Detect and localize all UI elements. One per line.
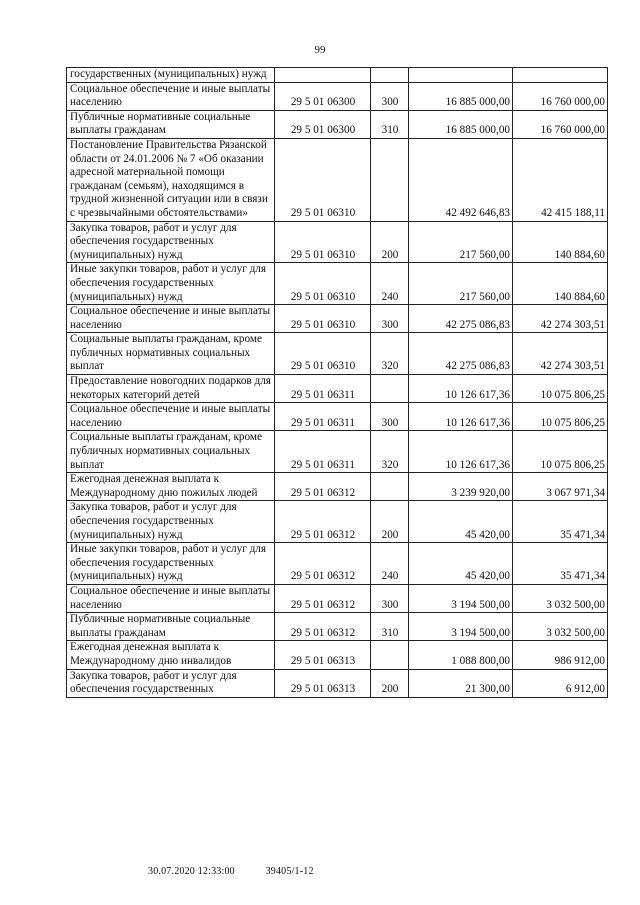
row-name: Публичные нормативные социальные выплаты гражданам — [67, 110, 275, 138]
row-type: 200 — [371, 221, 409, 263]
row-code: 29 5 01 06310 — [275, 221, 371, 263]
row-code: 29 5 01 06312 — [275, 501, 371, 543]
table-row — [67, 403, 608, 431]
row-type — [371, 375, 409, 403]
row-value-2: 3 032 500,00 — [513, 584, 608, 612]
row-name: Ежегодная денежная выплата к Международному дню инвалидов — [67, 641, 275, 669]
row-value-1: 42 275 086,83 — [409, 305, 513, 333]
row-value-1: 217 560,00 — [409, 263, 513, 305]
budget-table — [66, 67, 608, 698]
row-value-1: 16 885 000,00 — [409, 82, 513, 110]
row-name: государственных (муниципальных) нужд — [67, 68, 275, 83]
row-code: 29 5 01 06310 — [275, 305, 371, 333]
footer-timestamp: 30.07.2020 12:33:00 — [148, 866, 235, 877]
row-type — [371, 68, 409, 83]
row-name: Постановление Правительства Рязанской области от 24.01.2006 № 7 «Об оказании адресной материальной помощи гражданам (семьям), находящимся в трудной жизненной ситуации или в связи с чрезвычайными обстоятельствами» — [67, 138, 275, 221]
row-type: 300 — [371, 403, 409, 431]
row-name: Закупка товаров, работ и услуг для обеспечения государственных — [67, 669, 275, 697]
row-value-1: 45 420,00 — [409, 501, 513, 543]
row-value-2: 986 912,00 — [513, 641, 608, 669]
table-row — [67, 501, 608, 543]
row-value-1: 45 420,00 — [409, 543, 513, 585]
row-type: 320 — [371, 333, 409, 375]
row-code: 29 5 01 06311 — [275, 403, 371, 431]
table-row — [67, 431, 608, 473]
row-name: Публичные нормативные социальные выплаты гражданам — [67, 613, 275, 641]
row-code: 29 5 01 06310 — [275, 333, 371, 375]
row-value-1: 10 126 617,36 — [409, 403, 513, 431]
row-value-1: 3 239 920,00 — [409, 473, 513, 501]
table-row — [67, 333, 608, 375]
row-code: 29 5 01 06300 — [275, 82, 371, 110]
row-name: Социальное обеспечение и иные выплаты населению — [67, 82, 275, 110]
table-row — [67, 641, 608, 669]
table-row — [67, 613, 608, 641]
table-row — [67, 110, 608, 138]
row-value-2: 35 471,34 — [513, 501, 608, 543]
row-name: Социальные выплаты гражданам, кроме публичных нормативных социальных выплат — [67, 333, 275, 375]
row-type: 200 — [371, 501, 409, 543]
table-row — [67, 263, 608, 305]
row-code: 29 5 01 06310 — [275, 138, 371, 221]
row-code: 29 5 01 06312 — [275, 613, 371, 641]
row-code: 29 5 01 06313 — [275, 669, 371, 697]
row-name: Иные закупки товаров, работ и услуг для обеспечения государственных (муниципальных) нужд — [67, 543, 275, 585]
table-row — [67, 68, 608, 83]
row-value-1: 10 126 617,36 — [409, 431, 513, 473]
row-value-2: 42 274 303,51 — [513, 333, 608, 375]
row-type — [371, 641, 409, 669]
row-type — [371, 473, 409, 501]
row-value-2: 16 760 000,00 — [513, 82, 608, 110]
row-type: 300 — [371, 305, 409, 333]
row-code: 29 5 01 06310 — [275, 263, 371, 305]
row-value-2: 3 032 500,00 — [513, 613, 608, 641]
row-name: Социальные выплаты гражданам, кроме публичных нормативных социальных выплат — [67, 431, 275, 473]
row-value-2: 140 884,60 — [513, 221, 608, 263]
table-row — [67, 543, 608, 585]
table-row — [67, 473, 608, 501]
row-code: 29 5 01 06312 — [275, 543, 371, 585]
row-code: 29 5 01 06300 — [275, 110, 371, 138]
row-type: 310 — [371, 613, 409, 641]
table-body — [67, 68, 608, 698]
row-name: Социальное обеспечение и иные выплаты населению — [67, 403, 275, 431]
row-type: 300 — [371, 584, 409, 612]
row-type: 320 — [371, 431, 409, 473]
row-value-1 — [409, 68, 513, 83]
table-row — [67, 82, 608, 110]
table-row — [67, 669, 608, 697]
row-value-2: 140 884,60 — [513, 263, 608, 305]
row-type: 240 — [371, 543, 409, 585]
table-row — [67, 221, 608, 263]
row-code: 29 5 01 06312 — [275, 584, 371, 612]
row-value-2: 42 274 303,51 — [513, 305, 608, 333]
footer — [148, 866, 314, 877]
row-value-1: 3 194 500,00 — [409, 613, 513, 641]
row-value-2: 6 912,00 — [513, 669, 608, 697]
row-code: 29 5 01 06311 — [275, 375, 371, 403]
row-value-2: 35 471,34 — [513, 543, 608, 585]
row-value-2: 10 075 806,25 — [513, 431, 608, 473]
row-value-1: 42 275 086,83 — [409, 333, 513, 375]
row-type: 200 — [371, 669, 409, 697]
row-value-2: 10 075 806,25 — [513, 403, 608, 431]
row-name: Социальное обеспечение и иные выплаты населению — [67, 305, 275, 333]
row-type: 310 — [371, 110, 409, 138]
row-name: Закупка товаров, работ и услуг для обеспечения государственных (муниципальных) нужд — [67, 221, 275, 263]
row-name: Закупка товаров, работ и услуг для обеспечения государственных (муниципальных) нужд — [67, 501, 275, 543]
row-value-2: 10 075 806,25 — [513, 375, 608, 403]
row-name: Иные закупки товаров, работ и услуг для обеспечения государственных (муниципальных) нужд — [67, 263, 275, 305]
table-row — [67, 584, 608, 612]
footer-doc-id: 39405/1-12 — [265, 866, 314, 877]
row-value-2: 3 067 971,34 — [513, 473, 608, 501]
row-value-2: 16 760 000,00 — [513, 110, 608, 138]
table-row — [67, 305, 608, 333]
row-code: 29 5 01 06311 — [275, 431, 371, 473]
row-code — [275, 68, 371, 83]
table-row — [67, 138, 608, 221]
row-type: 300 — [371, 82, 409, 110]
row-type: 240 — [371, 263, 409, 305]
row-value-2 — [513, 68, 608, 83]
row-type — [371, 138, 409, 221]
row-value-1: 21 300,00 — [409, 669, 513, 697]
row-value-1: 3 194 500,00 — [409, 584, 513, 612]
table-row — [67, 375, 608, 403]
page-number: 99 — [314, 44, 326, 56]
row-value-1: 217 560,00 — [409, 221, 513, 263]
row-value-1: 10 126 617,36 — [409, 375, 513, 403]
row-value-1: 16 885 000,00 — [409, 110, 513, 138]
row-value-1: 42 492 646,83 — [409, 138, 513, 221]
row-name: Предоставление новогодних подарков для некоторых категорий детей — [67, 375, 275, 403]
row-code: 29 5 01 06313 — [275, 641, 371, 669]
row-value-1: 1 088 800,00 — [409, 641, 513, 669]
row-code: 29 5 01 06312 — [275, 473, 371, 501]
row-name: Социальное обеспечение и иные выплаты населению — [67, 584, 275, 612]
row-value-2: 42 415 188,11 — [513, 138, 608, 221]
row-name: Ежегодная денежная выплата к Международному дню пожилых людей — [67, 473, 275, 501]
